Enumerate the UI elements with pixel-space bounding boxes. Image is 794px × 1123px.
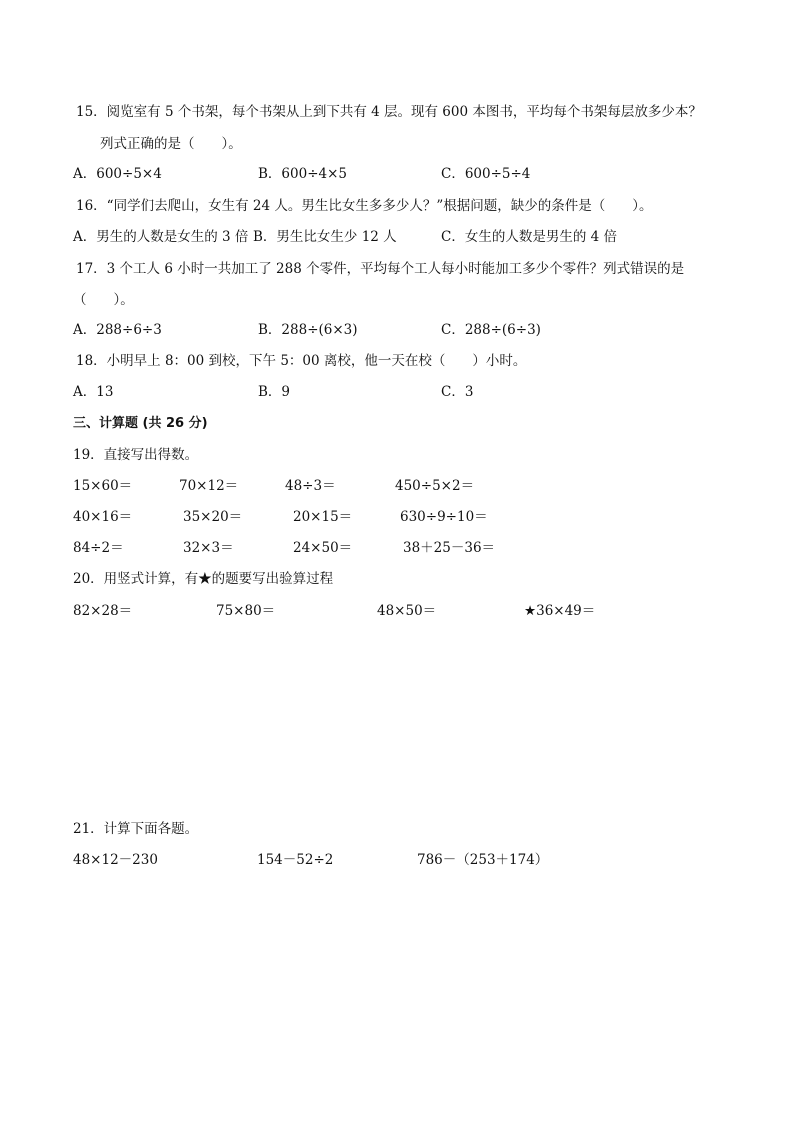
q18-option-a: A．13 (73, 384, 114, 400)
q18-stem-line1: 18．小明早上 8：00 到校，下午 5：00 离校，他一天在校（ ）小时。 (76, 353, 527, 369)
q19-problem: 15×60＝ (73, 478, 133, 494)
q21-problem: 48×12－230 (73, 852, 158, 868)
q15-stem-line1: 15．阅览室有 5 个书架，每个书架从上到下共有 4 层。现有 600 本图书，平均每个书架每层放多少本？ (76, 104, 702, 120)
q17-option-a: A．288÷6÷3 (73, 322, 162, 338)
q21-title: 21．计算下面各题。 (73, 821, 199, 837)
q19-problem: 630÷9÷10＝ (400, 509, 488, 525)
q20-problem: 82×28＝ (73, 603, 133, 619)
q15-stem-line2: 列式正确的是（ ）。 (100, 136, 242, 152)
q15-option-b: B．600÷4×5 (258, 166, 347, 182)
q18-option-b: B．9 (258, 384, 291, 400)
q17-option-b: B．288÷(6×3) (258, 322, 358, 338)
q19-problem: 70×12＝ (179, 478, 239, 494)
q15-option-c: C．600÷5÷4 (441, 166, 531, 182)
q19-problem: 38＋25－36＝ (403, 540, 496, 556)
q20-problem: 48×50＝ (377, 603, 437, 619)
q16-stem-line1: 16．“同学们去爬山，女生有 24 人。男生比女生多多少人？”根据问题，缺少的条件是（ ）。 (76, 198, 653, 214)
q19-problem: 40×16＝ (73, 509, 133, 525)
q15-option-a: A．600÷5×4 (73, 166, 162, 182)
q19-problem: 35×20＝ (183, 509, 243, 525)
q21-problem: 154－52÷2 (257, 852, 334, 868)
q19-problem: 48÷3＝ (285, 478, 336, 494)
q19-problem: 84÷2＝ (73, 540, 124, 556)
q17-option-c: C．288÷(6÷3) (441, 322, 541, 338)
q16-option-b: B．男生比女生少 12 人 (253, 229, 397, 245)
q19-title: 19．直接写出得数。 (73, 447, 199, 463)
section-heading: 三、计算题 (共 26 分) (73, 416, 208, 431)
q18-option-c: C．3 (441, 384, 474, 400)
q17-stem-line2: （ ）。 (73, 292, 134, 308)
q19-problem: 450÷5×2＝ (395, 478, 475, 494)
q17-stem-line1: 17．3 个工人 6 小时一共加工了 288 个零件，平均每个工人每小时能加工多少个零件？列式错误的是 (76, 261, 685, 277)
q19-problem: 32×3＝ (183, 540, 234, 556)
q20-problem-starred: ★36×49＝ (524, 603, 596, 619)
q19-problem: 24×50＝ (293, 540, 353, 556)
q21-problem: 786－（253＋174） (417, 852, 549, 868)
q16-option-c: C．女生的人数是男生的 4 倍 (441, 229, 618, 245)
q20-title: 20．用竖式计算，有★的题要写出验算过程 (73, 571, 334, 587)
q16-option-a: A．男生的人数是女生的 3 倍 (73, 229, 249, 245)
q19-problem: 20×15＝ (293, 509, 353, 525)
q20-problem: 75×80＝ (216, 603, 276, 619)
